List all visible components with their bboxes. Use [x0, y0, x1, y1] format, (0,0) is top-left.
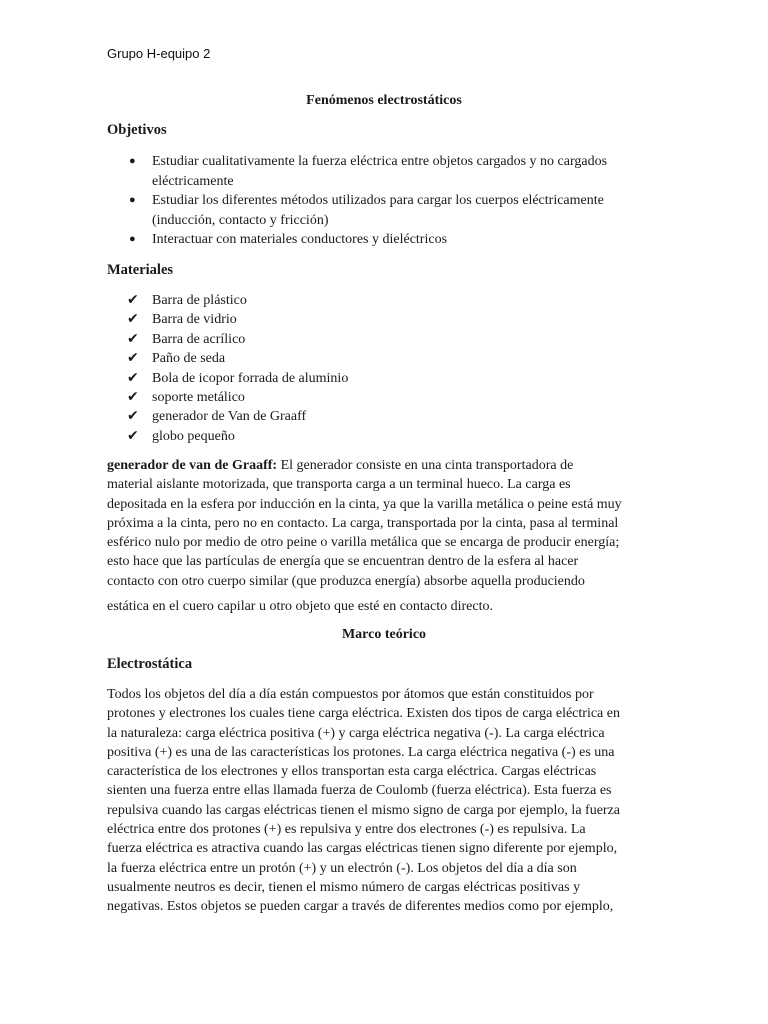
generador-line: depositada en la esfera por inducción en la cinta, ya que la varilla metálica o peine está muy: [107, 496, 622, 512]
generador-line: [107, 456, 667, 475]
checkmark-icon: ✔: [127, 311, 139, 328]
generador-text: El generador consiste en una cinta transportadora de: [277, 458, 574, 473]
marco-line: negativas. Estos objetos se pueden cargar a través de diferentes medios como por ejemplo,: [107, 899, 614, 915]
materiales-list: [107, 291, 667, 446]
marco-line: positiva (+) es una de las características los protones. La carga eléctrica negativa (-) es una: [107, 744, 615, 760]
objetivo-line: (inducción, contacto y fricción): [152, 212, 329, 228]
objetivo-line: Estudiar los diferentes métodos utilizados para cargar los cuerpos eléctricamente: [152, 193, 604, 208]
checkmark-icon: ✔: [127, 369, 139, 386]
material-item: [107, 369, 667, 388]
marco-line: usualmente neutros es decir, tienen el mismo número de cargas eléctricas positivas y: [107, 879, 581, 895]
material-item: [107, 330, 667, 349]
material-item: [107, 310, 667, 329]
marco-line: Todos los objetos del día a día están compuestos por átomos que están constituidos por: [107, 687, 594, 702]
material-label: globo pequeño: [152, 428, 235, 444]
marco-heading: Marco teórico: [341, 627, 427, 642]
marco-line: la fuerza eléctrica entre un protón (+) y un electrón (-). Los objetos del día a día son: [107, 860, 577, 876]
document-title: Fenómenos electrostáticos: [306, 93, 462, 108]
checkmark-icon: ✔: [127, 350, 139, 367]
marco-line: característica de los electrones y ellos transportan esta carga eléctrica. Cargas eléctricas: [107, 764, 597, 780]
material-item: [107, 349, 667, 368]
marco-line: eléctrica entre dos protones (+) es repulsiva y entre dos electrones (-) es repulsiva. La: [107, 822, 586, 838]
material-label: Paño de seda: [152, 351, 226, 367]
generador-line: esto hace que las partículas de energía que se encuentran dentro de la esfera al hacer: [107, 554, 579, 570]
objetivos-heading: Objetivos: [107, 122, 167, 138]
generador-term: generador de van de Graaff:: [107, 458, 278, 473]
marco-paragraph: [107, 685, 667, 917]
generador-paragraph: [107, 456, 667, 616]
generador-line: material aislante motorizada, que transporta carga a un terminal hueco. La carga es: [107, 477, 571, 493]
material-label: Barra de vidrio: [152, 312, 237, 328]
checkmark-icon: ✔: [127, 389, 139, 406]
checkmark-icon: ✔: [127, 427, 139, 444]
material-label: Barra de plástico: [152, 293, 247, 308]
objetivos-list: [107, 152, 667, 250]
bullet-dot-icon: ●: [129, 233, 136, 245]
bullet-dot-icon: ●: [129, 194, 136, 206]
material-label: generador de Van de Graaff: [152, 409, 307, 425]
generador-line: esférico nulo por medio de otro peine o varilla metálica que se encarga de producir energía;: [107, 535, 620, 551]
marco-line: la naturaleza: carga eléctrica positiva (+) y carga eléctrica negativa (-). La carga eléctrica: [107, 725, 605, 741]
objetivo-item: [107, 152, 667, 191]
electrostatica-heading: Electrostática: [107, 656, 193, 672]
material-item: [107, 407, 667, 426]
material-item: [107, 388, 667, 407]
checkmark-icon: ✔: [127, 292, 139, 308]
group-header: Grupo H-equipo 2: [107, 46, 211, 61]
material-label: Bola de icopor forrada de aluminio: [152, 370, 349, 386]
material-label: soporte metálico: [152, 390, 245, 406]
objetivo-line: Interactuar con materiales conductores y dieléctricos: [152, 232, 448, 247]
marco-line: protones y electrones los cuales tiene carga eléctrica. Existen dos tipos de carga eléctrica en: [107, 706, 620, 722]
objetivo-line: eléctricamente: [152, 173, 234, 189]
objetivo-item: [107, 191, 667, 230]
marco-line: repulsiva cuando las cargas eléctricas tienen el mismo signo de carga por ejemplo, la fuerza: [107, 802, 621, 818]
objetivo-item: [107, 230, 667, 250]
generador-line: contacto con otro cuerpo similar (que produzca energía) absorbe aquella produciendo: [107, 573, 585, 589]
material-label: Barra de acrílico: [152, 331, 246, 347]
material-item: [107, 427, 667, 446]
generador-line: estática en el cuero capilar u otro objeto que esté en contacto directo.: [107, 599, 493, 615]
marco-line: sienten una fuerza entre ellas llamada fuerza de Coulomb (fuerza eléctrica). Esta fuerza es: [107, 783, 612, 799]
marco-line: fuerza eléctrica es atractiva cuando las cargas eléctricas tienen signo diferente por ejemplo,: [107, 841, 618, 857]
checkmark-icon: ✔: [127, 330, 139, 347]
materiales-heading: Materiales: [107, 262, 174, 278]
generador-line: próxima a la cinta, pero no en contacto. La carga, transportada por la cinta, pasa al terminal: [107, 515, 619, 531]
objetivo-line: Estudiar cualitativamente la fuerza eléctrica entre objetos cargados y no cargados: [152, 154, 608, 169]
material-item: [107, 291, 667, 310]
bullet-dot-icon: ●: [129, 155, 136, 167]
checkmark-icon: ✔: [127, 408, 139, 425]
